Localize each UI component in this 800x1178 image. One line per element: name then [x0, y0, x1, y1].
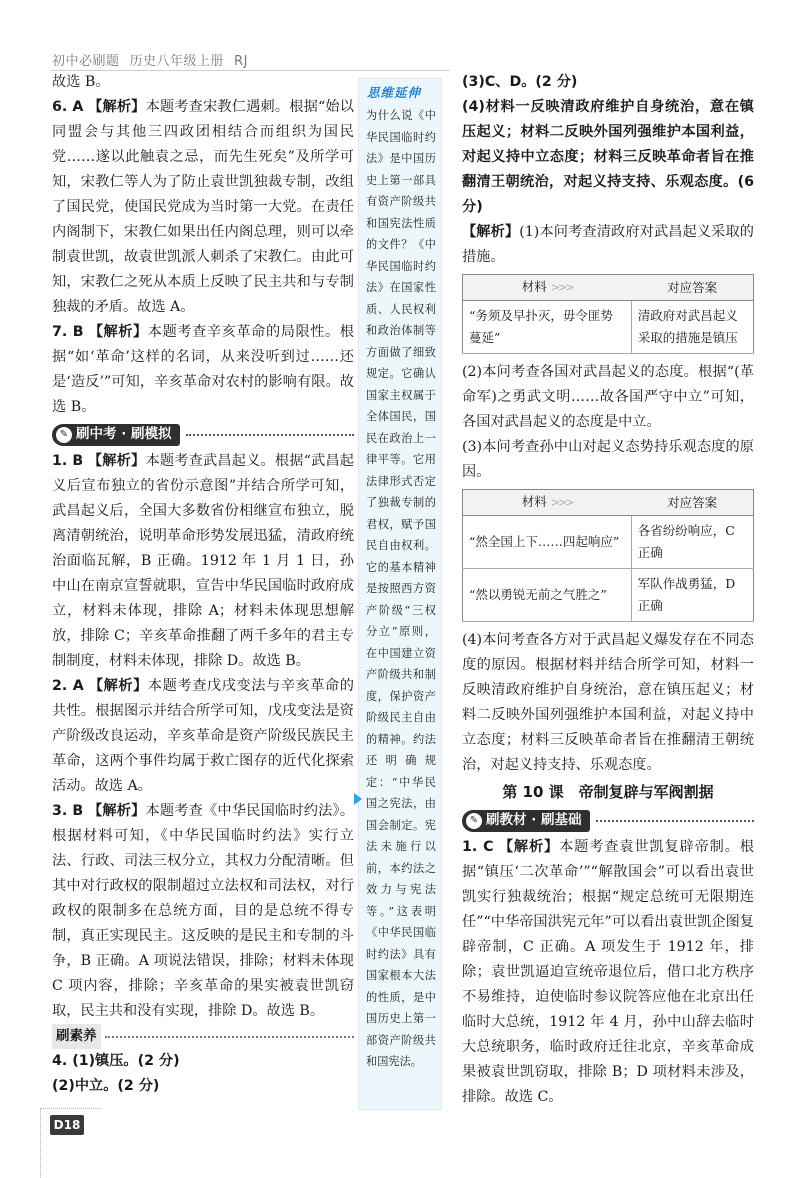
- arrow-icon: >>>: [550, 496, 573, 509]
- question-number: 2. A: [52, 678, 84, 694]
- footer-dotted-rule: [40, 1108, 100, 1109]
- answer-q4-part2: (2)中立。(2 分): [52, 1078, 160, 1094]
- subsection-literacy: [52, 1024, 354, 1049]
- analysis-tag: 【解析】: [88, 99, 146, 115]
- subsection-label: 刷素养: [52, 1024, 101, 1049]
- question-number: 1. C: [462, 839, 494, 855]
- analysis-part2: (2)本问考查各国对武昌起义的态度。根据“(革命军)之勇武文明……故各国严守中立”可知，各国对武昌起义的态度是中立。: [462, 364, 754, 430]
- question-number: 4.: [52, 1053, 68, 1069]
- book-icon: ✎: [466, 813, 482, 829]
- question-number: 6. A: [52, 99, 84, 115]
- cell-answer: 各省纷纷响应，C 正确: [631, 516, 753, 569]
- sidebar-title: 思维延伸: [367, 85, 422, 100]
- analysis-tag: 【解析】: [462, 224, 520, 240]
- footer-dotted-rule-vertical: [40, 1108, 41, 1178]
- column-header-material: 材料 >>>: [463, 490, 632, 516]
- analysis-tag: 【解析】: [87, 803, 146, 819]
- cell-material: “务须及早扑灭，毋令匪势蔓延”: [463, 301, 632, 354]
- book-icon: ✎: [56, 427, 72, 443]
- arrow-icon: >>>: [550, 281, 573, 294]
- cell-answer: 清政府对武昌起义采取的措施是镇压: [631, 301, 753, 354]
- pointer-arrow-icon: [354, 793, 362, 805]
- cell-material: “然全国上下……四起响应”: [463, 516, 632, 569]
- answer-text: 本题考查戊戌变法与辛亥革命的共性。根据图示并结合所学可知，戊戌变法是资产阶级改良运动，辛亥革命是资产阶级民族民主革命，这两个事件均属于救亡图存的近代化探索活动。故选 A。: [52, 678, 354, 794]
- cell-answer: 军队作战勇猛，D 正确: [631, 569, 753, 622]
- question-number: 3. B: [52, 803, 84, 819]
- answer-exam-q1: [52, 449, 354, 674]
- analysis-tag: 【解析】: [88, 324, 148, 340]
- column-header-material: 材料 >>>: [463, 275, 632, 301]
- lesson-title: 第 10 课 帝制复辟与军阀割据: [502, 783, 714, 801]
- analysis-tag: 【解析】: [88, 678, 148, 694]
- answer-q4-part1: 4. (1)镇压。(2 分): [52, 1053, 180, 1069]
- right-column: [462, 70, 754, 1110]
- answer-table-2: [462, 489, 754, 622]
- analysis-tag: 【解析】: [87, 453, 146, 469]
- subsection-divider: [105, 1036, 355, 1038]
- column-header-answer: 对应答案: [631, 275, 753, 301]
- answer-text: 本题考查《中华民国临时约法》。根据材料可知，《中华民国临时约法》实行立法、行政、司法三权分立，其权力分配清晰。但其中对行政权的限制超过立法权和司法权，对行政权的限制多在总统方面，目的是总统不得专制，真正实现民主。这反映的是民主和专制的斗争，B 正确。A 项说法错误，排除；材料未体现 C 项内容，排除；辛亥革命的果实被袁世凯窃取，民主共和没有实现，排除 D。故选 B。: [52, 803, 355, 1019]
- answer-exam-q3: [52, 799, 354, 1024]
- answer-lesson10-q1: [462, 835, 754, 1110]
- answer-table-1: [462, 274, 754, 354]
- answer-q6: [52, 95, 354, 320]
- cell-material: “然以勇锐无前之气胜之”: [463, 569, 632, 622]
- thinking-extension-sidebar: [358, 78, 442, 1110]
- book-subject: 历史八年级上册: [129, 54, 225, 69]
- question-number: 7. B: [52, 324, 84, 340]
- answer-q7: [52, 320, 354, 420]
- table-row: [463, 516, 754, 569]
- running-header: [52, 50, 248, 69]
- table-header: [463, 275, 754, 301]
- analysis-part3: (3)本问考查孙中山对起义态势持乐观态度的原因。: [462, 439, 754, 480]
- table-header: [463, 490, 754, 516]
- banner-label: 刷中考 · 刷模拟: [76, 426, 172, 442]
- table-row: [463, 301, 754, 354]
- analysis-tag: 【解析】: [498, 839, 560, 855]
- answer-q4-part3: (3)C、D。(2 分): [462, 74, 578, 90]
- table-row: [463, 569, 754, 622]
- banner-divider: [596, 820, 754, 822]
- left-column: [52, 70, 354, 1099]
- answer-text: 本题考查武昌起义。根据“武昌起义后宣布独立的省份示意图”并结合所学可知，武昌起义后，全国大多数省份相继宣布独立，脱离清朝统治，说明革命形势发展迅猛，清政府统治面临瓦解，B 正确。1912 年 1 月 1 日，孙中山在南京宣誓就职，宣告中华民国临时政府成立，材料未体现，排除 A；材料未体现思想解放，排除 C；辛亥革命推翻了两千多年的君主专制制度，材料未体现，排除 D。故选 B。: [52, 453, 354, 669]
- continued-answer: 故选 B。: [52, 74, 110, 90]
- answer-q4-part4: (4)材料一反映清政府维护自身统治，意在镇压起义；材料二反映外国列强维护本国利益，对起义持中立态度；材料三反映革命者旨在推翻清王朝统治，对起义持支持、乐观态度。(6 分): [462, 99, 754, 215]
- answer-text: 本题考查宋教仁遇刺。根据“始以同盟会与其他三四政团相结合而组织为国民党……遂以此触袁之忌，而先生死矣”及所学可知，宋教仁等人为了防止袁世凯独裁专制，改组了国民党，使国民党成为当时第一大党。在责任内阁制下，宋教仁如果出任内阁总理，则可以牵制袁世凯，故袁世凯派人刺杀了宋教仁。由此可知，宋教仁之死从本质上反映了民主共和与专制独裁的矛盾。故选 A。: [52, 99, 354, 315]
- series-name: 初中必刷题: [52, 54, 120, 69]
- page-number: D18: [50, 1115, 84, 1135]
- banner-divider: [186, 434, 354, 436]
- answer-exam-q2: [52, 674, 354, 799]
- sidebar-text: 为什么说《中华民国临时约法》是中国历史上第一部具有资产阶级共和国宪法性质的文件？《中华民国临时约法》在国家性质、人民权利和政治体制等方面做了细致规定。它确认国家主权属于全体国民，国民在政治上一律平等。它用法律形式否定了独裁专制的君权，赋予国民自由权利。它的基本精神是按照西方资产阶级“三权分立”原则，在中国建立资产阶级共和制度，保护资产阶级民主自由的精神。约法还明确规定：“中华民国之宪法，由国会制定。宪法未施行以前，本约法之效力与宪法等。”这表明《中华民国临时约法》具有国家根本大法的性质，是中国历史上第一部资产阶级共和国宪法。: [366, 109, 436, 1068]
- section-banner-exam: [52, 422, 354, 447]
- column-header-answer: 对应答案: [631, 490, 753, 516]
- edition-label: RJ: [234, 54, 248, 69]
- answer-text: 本题考查辛亥革命的局限性。根据“如‘革命’这样的名词，从来没听到过……还是‘造反’”可知，辛亥革命对农村的影响有限。故选 B。: [52, 324, 354, 415]
- answer-text: 本题考查袁世凯复辟帝制。根据“镇压‘二次革命’”“解散国会”可以看出袁世凯实行独裁统治；根据“规定总统可无限期连任”“中华帝国洪宪元年”可以看出袁世凯企图复辟帝制，C 正确。A 项发生于 1912 年，排除；袁世凯逼迫宣统帝退位后，借口北方秩序不易维持，迫使临时参议院答应他在北京出任临时大总统，1912 年 4 月，孙中山辞去临时大总统职务，临时政府迁往北京，辛亥革命成果被袁世凯窃取，排除 B；D 项材料未涉及，排除。故选 C。: [462, 839, 754, 1105]
- analysis-part4: (4)本问考查各方对于武昌起义爆发存在不同态度的原因。根据材料并结合所学可知，材料一反映清政府维护自身统治，意在镇压起义；材料二反映外国列强维护本国利益，对起义持中立态度；材料三反映革命者旨在推翻清王朝统治，对起义持支持、乐观态度。: [462, 632, 754, 773]
- section-banner-textbook: [462, 808, 754, 833]
- question-number: 1. B: [52, 453, 84, 469]
- banner-label: 刷教材 · 刷基础: [486, 812, 582, 828]
- analysis-part1: 【解析】(1)本问考查清政府对武昌起义采取的措施。: [462, 224, 754, 265]
